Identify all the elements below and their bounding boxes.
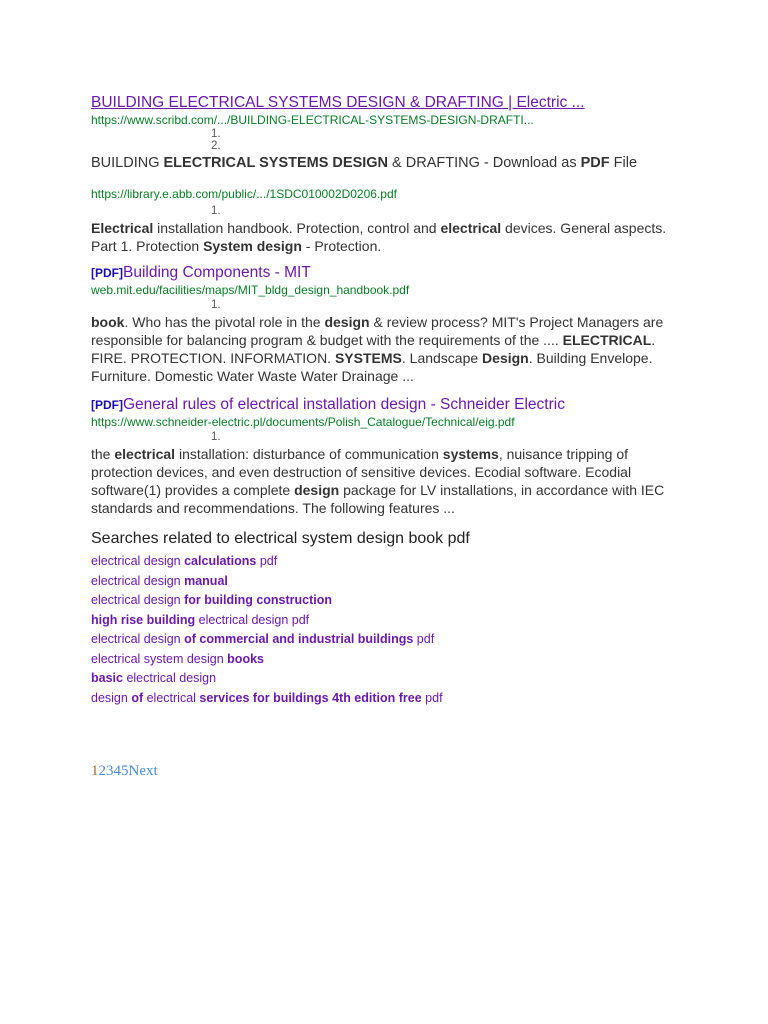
pagination-page-4[interactable]: 4 bbox=[113, 763, 121, 779]
pdf-tag: [PDF] bbox=[91, 398, 123, 412]
pagination-page-3[interactable]: 3 bbox=[106, 763, 114, 779]
related-search-link[interactable]: electrical design of commercial and industrial buildings pdf bbox=[91, 632, 435, 646]
results-column bbox=[91, 93, 691, 708]
pagination bbox=[91, 763, 158, 780]
related-searches-list bbox=[91, 552, 691, 708]
result-url[interactable]: web.mit.edu/facilities/maps/MIT_bldg_design_handbook.pdf bbox=[91, 283, 410, 297]
pagination-current-page: 1 bbox=[91, 763, 99, 779]
result-title-link[interactable]: Building Components - MIT bbox=[123, 264, 311, 281]
result-snippet: Electrical installation handbook. Protection, control and electrical devices. General aspects. Part 1. Protection System design - Protection. bbox=[91, 220, 667, 254]
search-result bbox=[91, 263, 691, 385]
result-title-link[interactable]: General rules of electrical installation design - Schneider Electric bbox=[123, 396, 565, 413]
result-snippet: BUILDING ELECTRICAL SYSTEMS DESIGN & DRAFTING - Download as PDF File bbox=[91, 155, 638, 171]
related-search-link[interactable]: electrical design for building construction bbox=[91, 593, 333, 607]
list-number: 1. bbox=[211, 431, 221, 443]
search-result bbox=[91, 93, 691, 171]
list-number: 1. bbox=[211, 299, 221, 311]
pagination-page-2[interactable]: 2 bbox=[98, 763, 106, 779]
result-snippet: the electrical installation: disturbance of communication systems, nuisance tripping of protection devices, and even destruction of sensitive devices. Ecodial software. Ecodial software(1) provides a complete design package for LV installations, in accordance with IEC standards and recommendations. The following features ... bbox=[91, 446, 665, 516]
list-number: 2. bbox=[211, 140, 221, 152]
related-search-link[interactable]: basic electrical design bbox=[91, 671, 217, 685]
list-number: 1. bbox=[211, 205, 221, 217]
related-search-link[interactable]: design of electrical services for buildings 4th edition free pdf bbox=[91, 690, 443, 705]
pdf-tag: [PDF] bbox=[91, 266, 123, 280]
result-title-link[interactable]: BUILDING ELECTRICAL SYSTEMS DESIGN & DRAFTING | Electric ... bbox=[91, 94, 585, 111]
related-search-link[interactable]: high rise building electrical design pdf bbox=[91, 612, 310, 627]
result-url[interactable]: https://www.schneider-electric.pl/documents/Polish_Catalogue/Technical/eig.pdf bbox=[91, 415, 515, 429]
related-searches-heading: Searches related to electrical system design book pdf bbox=[91, 530, 470, 547]
related-search-link[interactable]: electrical system design books bbox=[91, 651, 264, 666]
search-result bbox=[91, 395, 691, 517]
pagination-page-5[interactable]: 5 bbox=[121, 763, 129, 779]
result-url[interactable]: https://library.e.abb.com/public/.../1SDC010002D0206.pdf bbox=[91, 187, 397, 201]
result-url[interactable]: https://www.scribd.com/.../BUILDING-ELECTRICAL-SYSTEMS-DESIGN-DRAFTI... bbox=[91, 113, 534, 127]
pagination-next-link[interactable]: Next bbox=[128, 763, 158, 779]
related-search-link[interactable]: electrical design manual bbox=[91, 573, 228, 588]
related-search-link[interactable]: electrical design calculations pdf bbox=[91, 554, 278, 568]
search-result bbox=[91, 187, 691, 257]
list-number: 1. bbox=[211, 128, 221, 140]
result-snippet: book. Who has the pivotal role in the design & review process? MIT's Project Managers are responsible for balancing program & budget with the requirements of the .... ELECTRICAL. FIRE. PROTECTION. INFORMATION. SYSTEMS. Landscape Design. Building Envelope. Furniture. Domestic Water Waste Water Drainage ... bbox=[91, 314, 664, 384]
